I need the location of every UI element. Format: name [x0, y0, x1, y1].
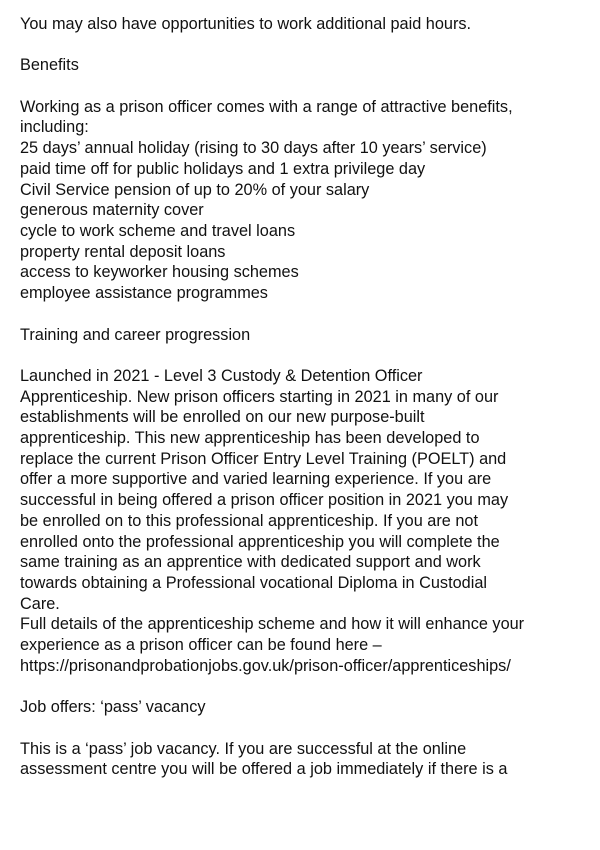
- training-line: apprenticeship. This new apprenticeship has been developed to: [20, 429, 480, 447]
- spacer: [20, 718, 580, 739]
- training-line: towards obtaining a Professional vocational Diploma in Custodial: [20, 573, 487, 592]
- apprenticeship-details: [20, 614, 580, 676]
- details-line: experience as a prison officer can be found here –: [20, 636, 382, 655]
- spacer: [20, 76, 580, 97]
- spacer: [20, 676, 580, 697]
- apprenticeship-url: https://prisonandprobationjobs.gov.uk/prison-officer/apprenticeships/: [20, 656, 511, 675]
- document-page: [20, 14, 580, 780]
- training-heading: Training and career progression: [20, 325, 251, 344]
- job-offers-paragraph: [20, 739, 580, 780]
- benefit-item: property rental deposit loans: [20, 242, 226, 261]
- benefits-list: [20, 138, 580, 304]
- intro-text: You may also have opportunities to work additional paid hours.: [20, 15, 472, 33]
- training-line: Apprenticeship. New prison officers starting in 2021 in many of our: [20, 387, 499, 406]
- training-line: be enrolled on to this professional apprenticeship. If you are not: [20, 511, 478, 530]
- training-line: same training as an apprentice with dedicated support and work: [20, 553, 481, 572]
- training-line: replace the current Prison Officer Entry Level Training (POELT) and: [20, 449, 507, 468]
- benefit-item: generous maternity cover: [20, 201, 204, 220]
- benefit-item: 25 days’ annual holiday (rising to 30 days after 10 years’ service): [20, 139, 487, 158]
- benefit-item: paid time off for public holidays and 1 extra privilege day: [20, 159, 426, 178]
- training-line: enrolled onto the professional apprenticeship you will complete the: [20, 532, 500, 551]
- job-offers-line: assessment centre you will be offered a job immediately if there is a: [20, 760, 508, 779]
- spacer: [20, 304, 580, 325]
- training-line: successful in being offered a prison officer position in 2021 you may: [20, 491, 509, 510]
- training-line: Care.: [20, 594, 60, 613]
- job-offers-heading: Job offers: ‘pass’ vacancy: [20, 698, 206, 717]
- benefit-item: cycle to work scheme and travel loans: [20, 222, 296, 240]
- job-offers-line: This is a ‘pass’ job vacancy. If you are successful at the online: [20, 739, 467, 758]
- benefits-heading: Benefits: [20, 56, 79, 75]
- spacer: [20, 35, 580, 56]
- training-line: offer a more supportive and varied learning experience. If you are: [20, 470, 492, 489]
- details-line: Full details of the apprenticeship scheme and how it will enhance your: [20, 615, 525, 634]
- benefit-item: employee assistance programmes: [20, 284, 268, 303]
- training-paragraph: [20, 366, 580, 614]
- spacer: [20, 345, 580, 366]
- benefits-intro-line: Working as a prison officer comes with a range of attractive benefits,: [20, 97, 513, 116]
- training-line: Launched in 2021 - Level 3 Custody & Detention Officer: [20, 366, 423, 385]
- benefits-intro-line: including:: [20, 118, 89, 137]
- benefit-item: Civil Service pension of up to 20% of your salary: [20, 180, 370, 199]
- training-line: establishments will be enrolled on our new purpose-built: [20, 408, 425, 427]
- benefit-item: access to keyworker housing schemes: [20, 263, 299, 282]
- benefits-intro: [20, 97, 580, 138]
